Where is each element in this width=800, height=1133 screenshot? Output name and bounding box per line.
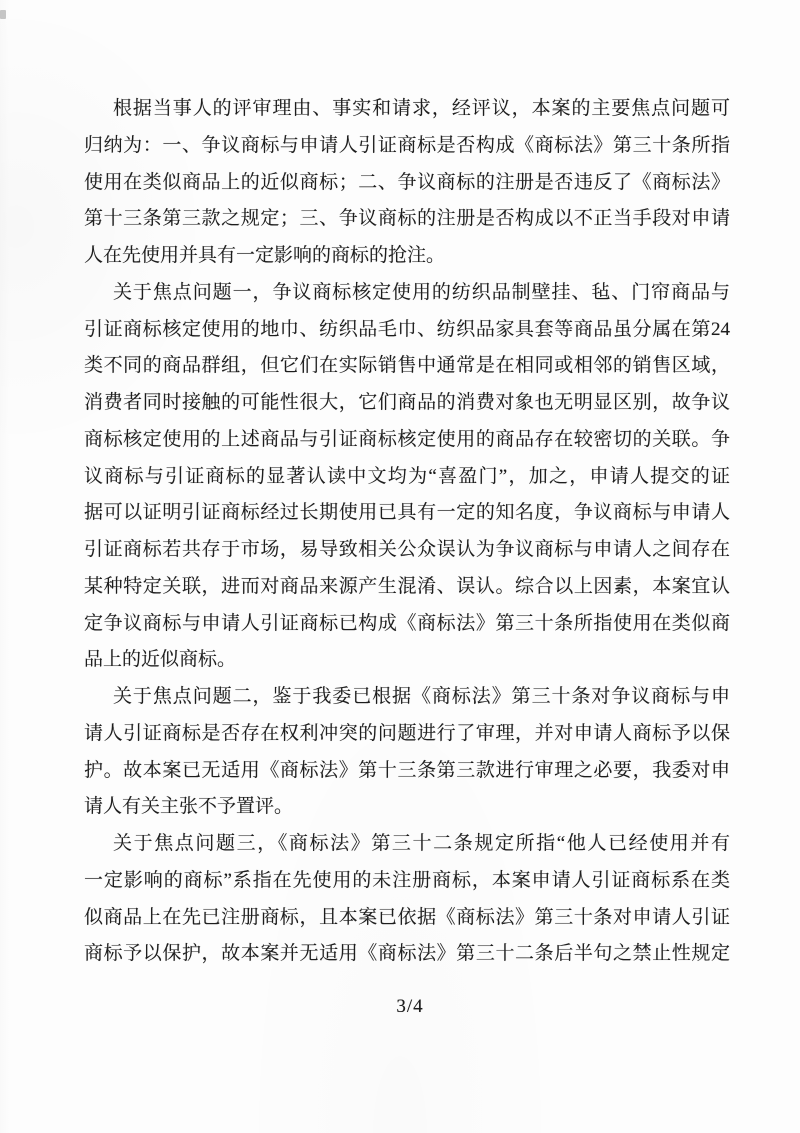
paragraph [84, 275, 730, 679]
text-line: 关于焦点问题三，《商标法》第三十二条规定所指“他人已经使用并有 [113, 833, 730, 854]
text-line: 引证商标若共存于市场，易导致相关公众误认为争议商标与申请人之间存在 [84, 539, 730, 560]
text-line: 定争议商标与申请人引证商标已构成《商标法》第三十条所指使用在类似商 [84, 612, 730, 634]
text-line: 护。故本案已无适用《商标法》第十三条第三款进行审理之必要，我委对申 [84, 759, 730, 781]
text-line: 消费者同时接触的可能性很大，它们商品的消费对象也无明显区别，故争议 [84, 392, 730, 413]
text-line: 人在先使用并具有一定影响的商标的抢注。 [84, 245, 446, 266]
text-line: 议商标与引证商标的显著认读中文均为“喜盈门”，加之，申请人提交的证 [84, 465, 730, 487]
text-line: 关于焦点问题一，争议商标核定使用的纺织品制壁挂、毡、门帘商品与 [113, 281, 730, 303]
text-line: 归纳为：一、争议商标与申请人引证商标是否构成《商标法》第三十条所指 [84, 134, 730, 156]
text-line: 似商品上在先已注册商标，且本案已依据《商标法》第三十条对申请人引证 [84, 906, 730, 928]
text-line: 类不同的商品群组，但它们在实际销售中通常是在相同或相邻的销售区域， [84, 355, 730, 377]
text-line: 商标核定使用的上述商品与引证商标核定使用的商品存在较密切的关联。争 [84, 428, 730, 450]
text-line: 商标予以保护，故本案并无适用《商标法》第三十二条后半句之禁止性规定 [84, 943, 730, 965]
text-line: 关于焦点问题二，鉴于我委已根据《商标法》第三十条对争议商标与申 [113, 686, 730, 707]
document-body [84, 91, 730, 973]
paragraph [84, 91, 730, 275]
text-line: 品上的近似商标。 [84, 649, 237, 671]
text-line: 引证商标核定使用的地巾、纺织品毛巾、纺织品家具套等商品虽分属在第24 [84, 318, 730, 340]
text-line: 一定影响的商标”系指在先使用的未注册商标，本案申请人引证商标系在类 [84, 869, 730, 891]
page-number: 3/4 [396, 996, 424, 1017]
text-line: 据可以证明引证商标经过长期使用已具有一定的知名度，争议商标与申请人 [84, 502, 730, 524]
text-line: 使用在类似商品上的近似商标；二、争议商标的注册是否违反了《商标法》 [84, 171, 730, 193]
text-line: 请人有关主张不予置评。 [84, 796, 294, 818]
text-line: 请人引证商标是否存在权利冲突的问题进行了审理，并对申请人商标予以保 [84, 722, 730, 744]
text-line: 根据当事人的评审理由、事实和请求，经评议，本案的主要焦点问题可 [113, 98, 730, 119]
paragraph [84, 679, 730, 826]
text-line: 某种特定关联，进而对商品来源产生混淆、误认。综合以上因素，本案宜认 [84, 575, 730, 597]
paragraph [84, 826, 730, 973]
scan-artifact-mark [0, 10, 6, 19]
text-line: 第十三条第三款之规定；三、争议商标的注册是否构成以不正当手段对申请 [84, 208, 730, 230]
